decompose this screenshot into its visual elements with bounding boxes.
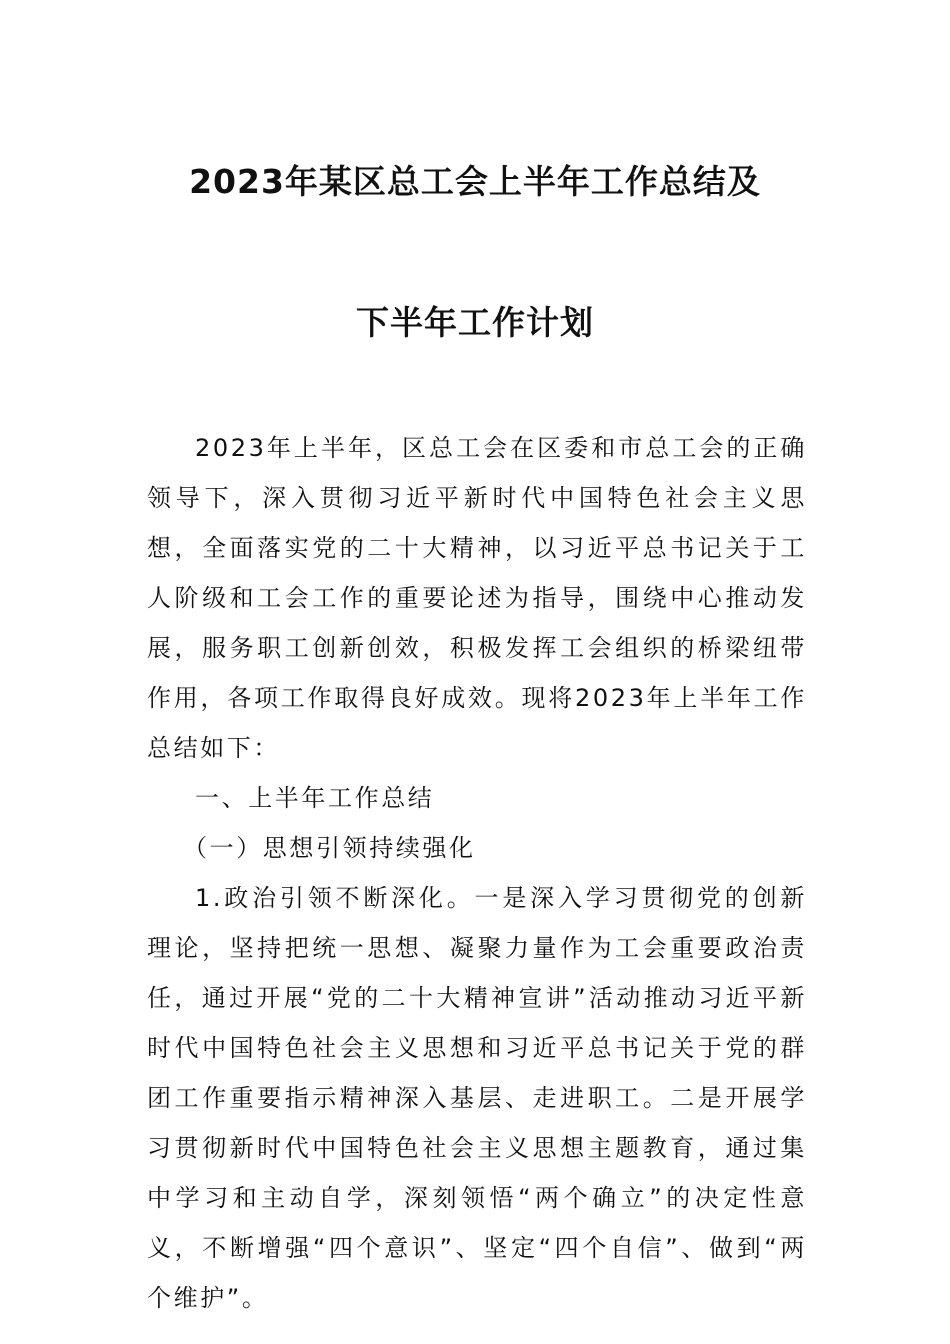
subsection-1-heading: （一）思想引领持续强化 <box>183 834 476 862</box>
intro-paragraph: 2023年上半年，区总工会在区委和市总工会的正确领导下，深入贯彻习近平新时代中国特色社会主义思想，全面落实党的二十大精神，以习近平总书记关于工人阶级和工会工作的重要论述为指导，围绕中心推动发展，服务职工创新创效，积极发挥工会组织的桥梁纽带作用，各项工作取得良好成效。现将2023年上半年工作总结如下： <box>147 434 807 762</box>
section-1-heading: 一、上半年工作总结 <box>195 784 435 812</box>
document-title-line-1: 2023年某区总工会上半年工作总结及 <box>189 162 761 201</box>
document-title-line-2: 下半年工作计划 <box>356 303 594 342</box>
document-body <box>147 423 807 1323</box>
item-1-paragraph: 1.政治引领不断深化。一是深入学习贯彻党的创新理论，坚持把统一思想、凝聚力量作为工会重要政治责任，通过开展“党的二十大精神宣讲”活动推动习近平新时代中国特色社会主义思想和习近平总书记关于党的群团工作重要指示精神深入基层、走进职工。二是开展学习贯彻新时代中国特色社会主义思想主题教育，通过集中学习和主动自学，深刻领悟“两个确立”的决定性意义，不断增强“四个意识”、坚定“四个自信”、做到“两个维护”。 <box>147 884 807 1312</box>
